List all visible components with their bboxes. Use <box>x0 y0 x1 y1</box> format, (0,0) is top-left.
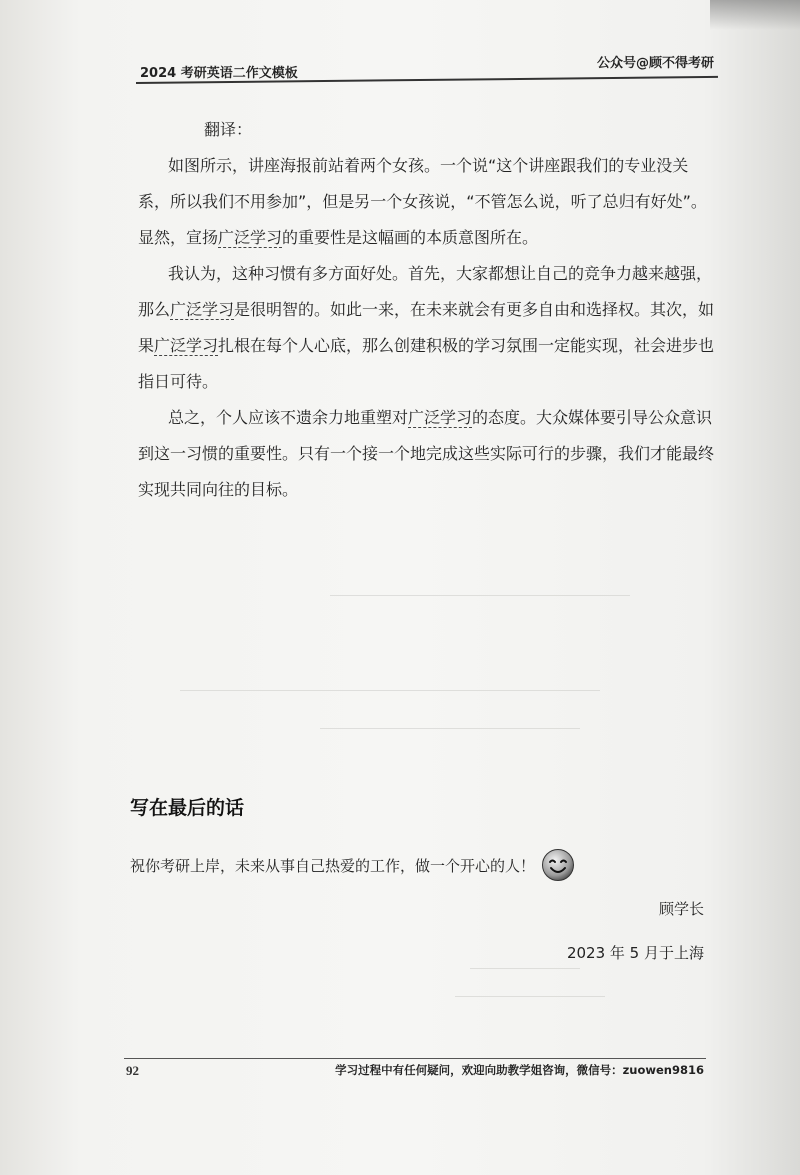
paragraph-text: 的态度。大众媒体要引导公众意识到这一习惯的重要性。只有一个接一个地完成这些实际可行的步骤，我们才能最终实现共同向往的目标。 <box>138 408 715 499</box>
page-corner-shadow <box>710 0 800 30</box>
header-account-name: 公众号@顾不得考研 <box>596 56 714 71</box>
paragraph-text: 如图所示，讲座海报前站着两个女孩。一个说“这个讲座跟我们的专业没关系，所以我们不用参加”，但是另一个女孩说，“不管怎么说，听了总归有好处”。显然，宣扬 <box>138 156 707 247</box>
footer-contact-note: 学习过程中有任何疑问，欢迎向助教学姐咨询，微信号：zuowen9816 <box>335 1063 704 1077</box>
page-number: 92 <box>126 1063 139 1078</box>
paragraph-text: 是很明智的。如此一来，在未来就会有更多自由和选择权。其次，如果 <box>138 300 715 355</box>
translation-paragraph-2 <box>138 256 720 400</box>
closing-heading: 写在最后的话 <box>130 797 245 819</box>
closing-message-row <box>130 848 575 882</box>
translation-section <box>138 112 720 508</box>
header-book-title: 2024 考研英语二作文模板 <box>140 66 298 81</box>
footer-divider <box>124 1058 706 1059</box>
paragraph-text: 扎根在每个人心底，那么创建积极的学习氛围一定能实现，社会进步也指日可待。 <box>138 336 715 391</box>
date-location: 2023 年 5 月于上海 <box>566 944 704 962</box>
translation-paragraph-1 <box>138 148 720 256</box>
paragraph-text: 总之，个人应该不遗余力地重塑对 <box>168 408 409 427</box>
bleed-through-line <box>180 690 600 691</box>
translation-paragraph-3 <box>138 400 720 508</box>
bleed-through-line <box>330 595 630 596</box>
translation-label: 翻译： <box>204 120 253 139</box>
bleed-through-line <box>320 728 580 729</box>
author-signature: 顾学长 <box>658 900 704 918</box>
highlighted-term: 广泛学习 <box>170 300 235 319</box>
paragraph-text: 我认为，这种习惯有多方面好处。首先，大家都想让自己的竞争力越来越强，那么 <box>138 264 713 319</box>
smiley-face-icon <box>541 848 575 882</box>
bleed-through-line <box>455 996 605 997</box>
closing-message: 祝你考研上岸，未来从事自己热爱的工作，做一个开心的人！ <box>130 856 536 875</box>
bleed-through-line <box>470 968 580 969</box>
highlighted-term: 广泛学习 <box>218 228 283 247</box>
highlighted-term: 广泛学习 <box>408 408 473 427</box>
highlighted-term: 广泛学习 <box>154 336 219 355</box>
paragraph-text: 的重要性是这幅画的本质意图所在。 <box>282 228 539 247</box>
